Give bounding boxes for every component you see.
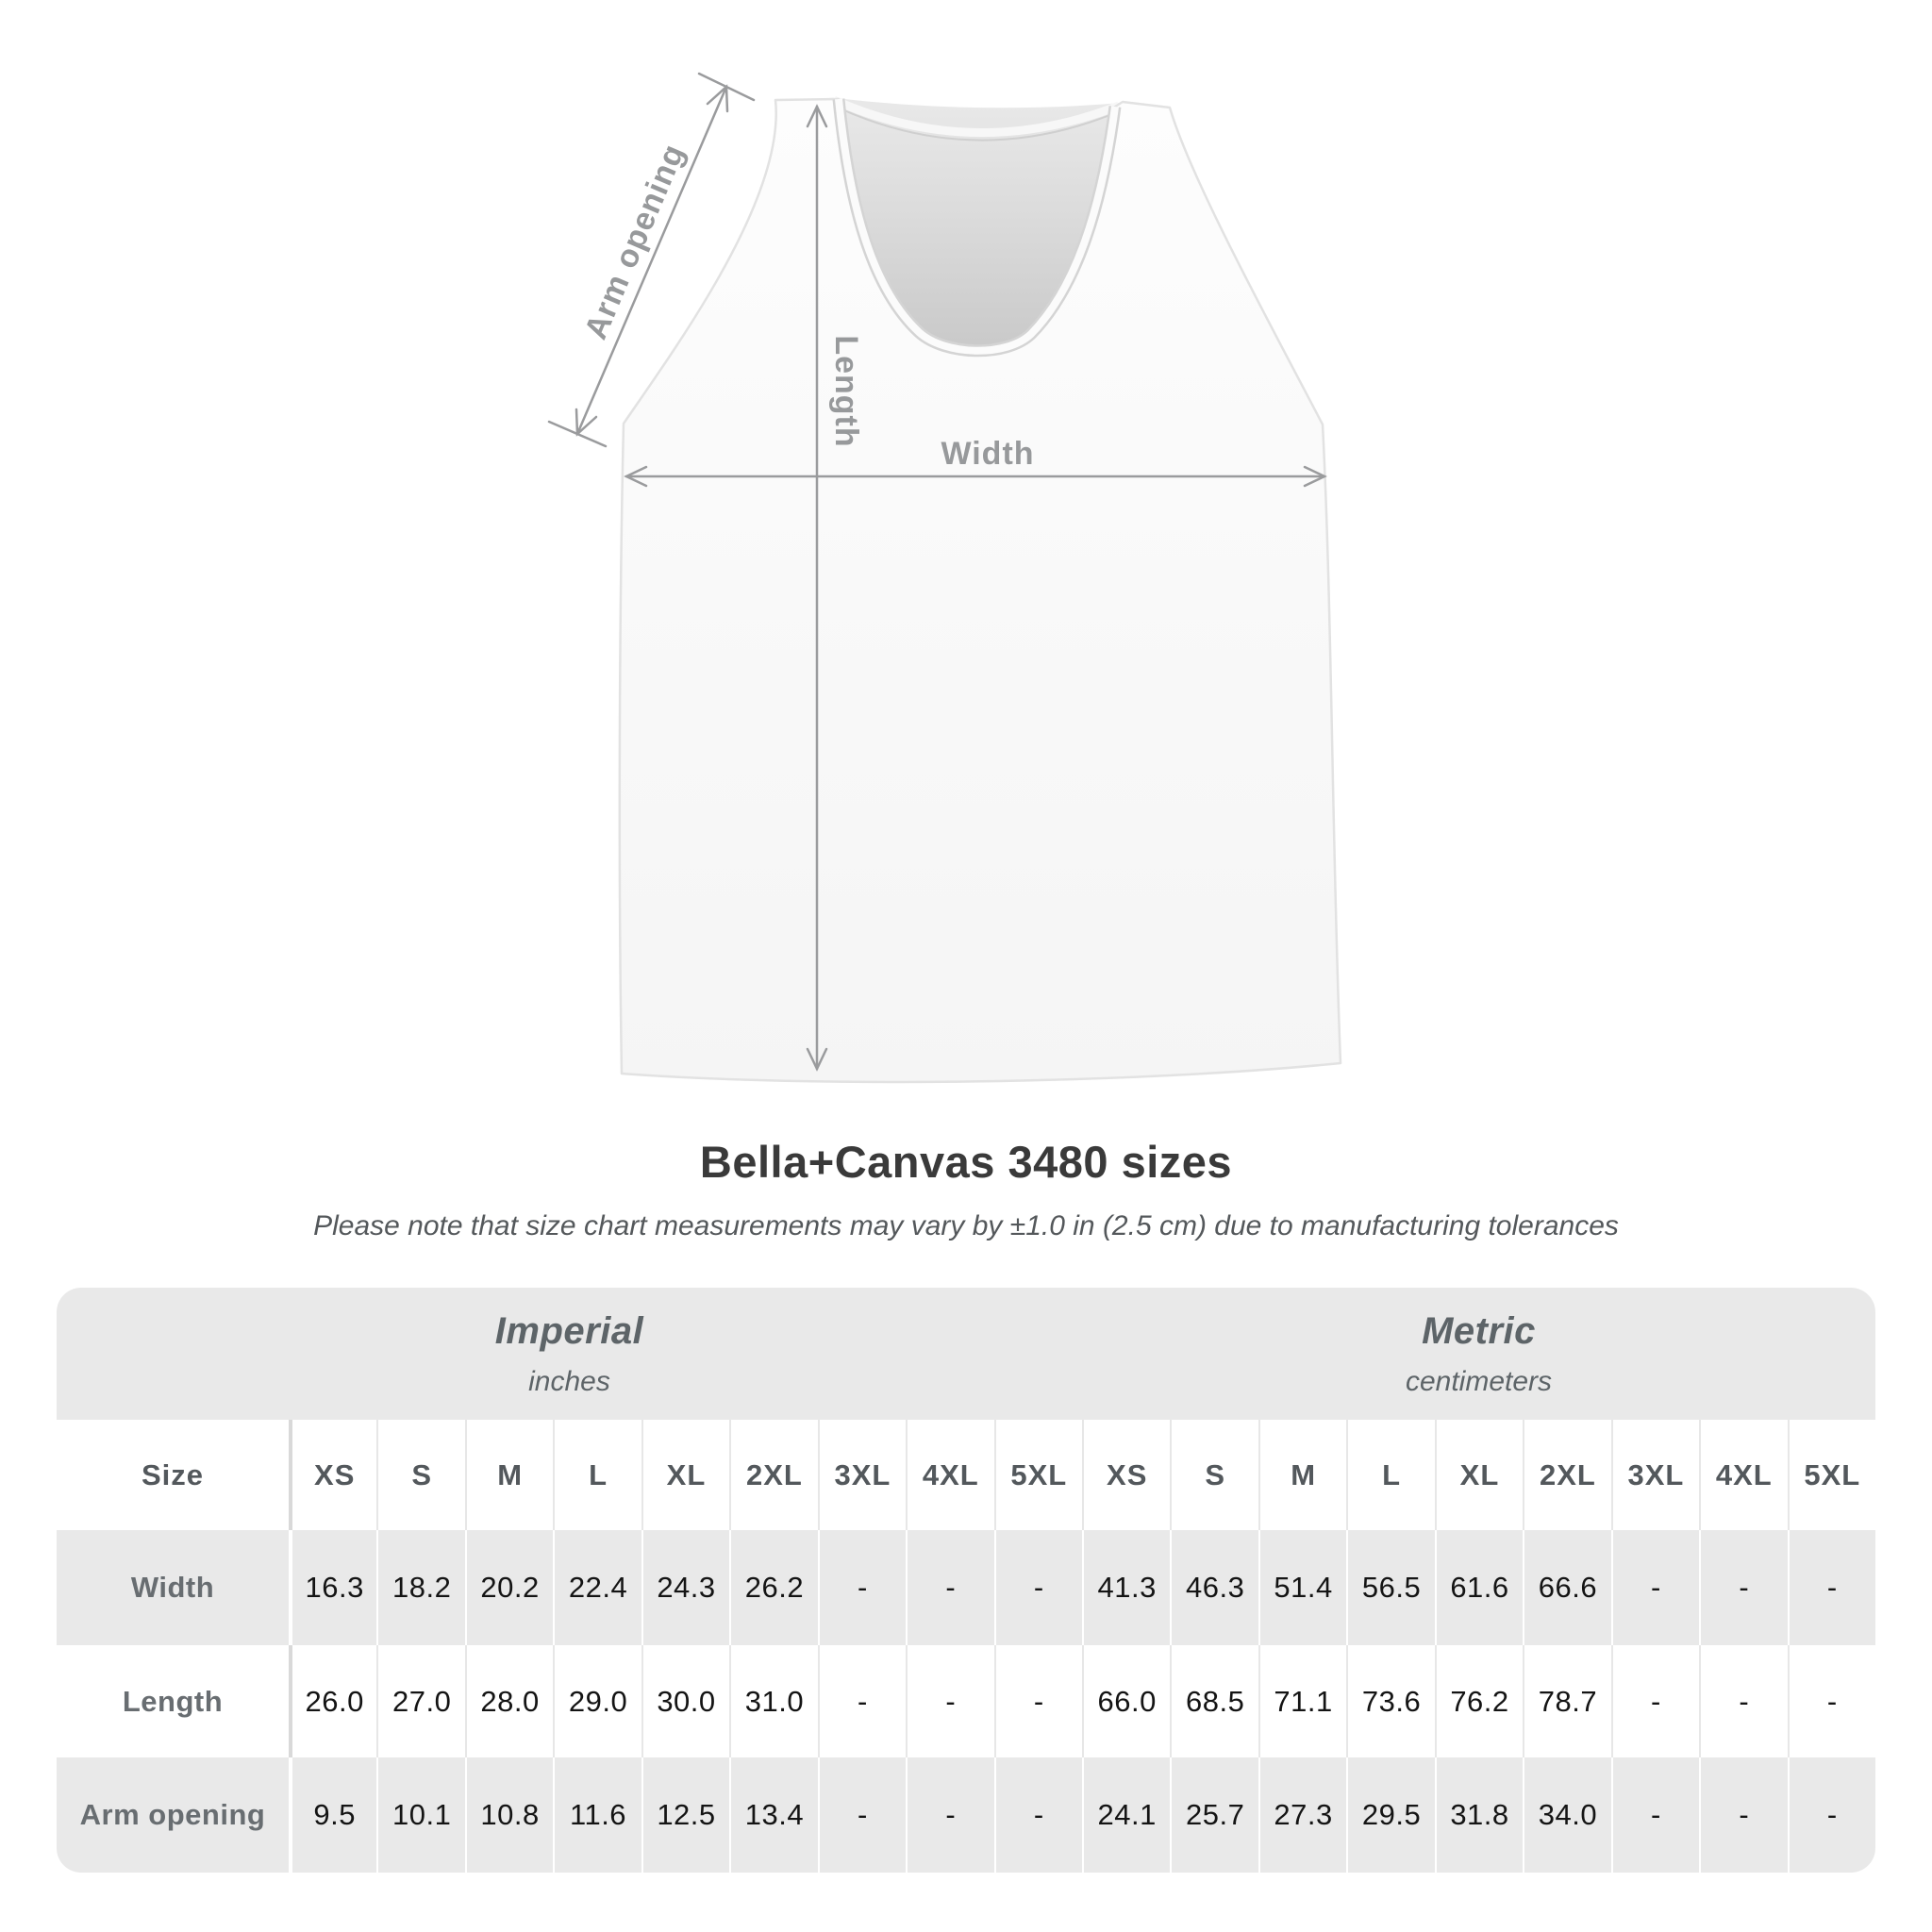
metric-group-header [1082,1288,1875,1420]
value-cell: - [906,1530,993,1645]
value-cell: 31.0 [729,1645,817,1757]
size-header-metric-2: M [1258,1420,1346,1530]
value-cell: - [906,1645,993,1757]
size-header-metric-6: 3XL [1611,1420,1699,1530]
value-cell: - [1788,1757,1875,1873]
value-cell: 28.0 [465,1645,553,1757]
size-grid [57,1288,1875,1873]
value-cell: 24.3 [641,1530,729,1645]
value-cell: 26.0 [289,1645,376,1757]
measurement-label: Length [57,1645,289,1757]
value-cell: 24.1 [1082,1757,1170,1873]
value-cell: 76.2 [1435,1645,1523,1757]
value-cell: 31.8 [1435,1757,1523,1873]
size-header-imperial-1: S [376,1420,464,1530]
metric-label: Metric [1422,1309,1536,1352]
value-cell: - [994,1645,1082,1757]
value-cell: - [1611,1530,1699,1645]
length-label: Length [828,335,864,448]
value-cell: 66.6 [1523,1530,1610,1645]
value-cell: - [994,1530,1082,1645]
measurement-label: Width [57,1530,289,1645]
size-header-imperial-4: XL [641,1420,729,1530]
size-header-metric-5: 2XL [1523,1420,1610,1530]
size-table [57,1288,1875,1873]
value-cell: 29.5 [1346,1757,1434,1873]
value-cell: 68.5 [1170,1645,1257,1757]
value-cell: 18.2 [376,1530,464,1645]
size-column-header: Size [57,1420,289,1530]
value-cell: 20.2 [465,1530,553,1645]
size-header-imperial-2: M [465,1420,553,1530]
value-cell: 66.0 [1082,1645,1170,1757]
imperial-group-header [57,1288,1082,1420]
value-cell: 9.5 [289,1757,376,1873]
measurement-label: Arm opening [57,1757,289,1873]
size-header-metric-7: 4XL [1699,1420,1787,1530]
value-cell: 30.0 [641,1645,729,1757]
value-cell: 46.3 [1170,1530,1257,1645]
value-cell: - [1699,1530,1787,1645]
value-cell: 16.3 [289,1530,376,1645]
value-cell: 78.7 [1523,1645,1610,1757]
size-header-imperial-7: 4XL [906,1420,993,1530]
page-title: Bella+Canvas 3480 sizes [699,1137,1233,1187]
value-cell: 73.6 [1346,1645,1434,1757]
metric-units: centimeters [1405,1365,1553,1397]
value-cell: - [1699,1645,1787,1757]
imperial-units: inches [528,1365,610,1397]
value-cell: 41.3 [1082,1530,1170,1645]
value-cell: 29.0 [553,1645,641,1757]
size-header-imperial-8: 5XL [994,1420,1082,1530]
size-header-metric-1: S [1170,1420,1257,1530]
value-cell: 71.1 [1258,1645,1346,1757]
size-header-imperial-5: 2XL [729,1420,817,1530]
value-cell: - [818,1645,906,1757]
width-label: Width [941,436,1035,472]
value-cell: 10.8 [465,1757,553,1873]
value-cell: - [1699,1757,1787,1873]
value-cell: - [1788,1530,1875,1645]
tolerance-note: Please note that size chart measurements may vary by ±1.0 in (2.5 cm) due to manufacturing tolerances [313,1210,1619,1241]
value-cell: 34.0 [1523,1757,1610,1873]
value-cell: 22.4 [553,1530,641,1645]
size-header-metric-3: L [1346,1420,1434,1530]
value-cell: - [818,1757,906,1873]
size-header-imperial-0: XS [289,1420,376,1530]
value-cell: 27.3 [1258,1757,1346,1873]
value-cell: 25.7 [1170,1757,1257,1873]
value-cell: - [1611,1757,1699,1873]
value-cell: 10.1 [376,1757,464,1873]
value-cell: - [1611,1645,1699,1757]
value-cell: - [906,1757,993,1873]
value-cell: 51.4 [1258,1530,1346,1645]
value-cell: 27.0 [376,1645,464,1757]
value-cell: 61.6 [1435,1530,1523,1645]
value-cell: - [1788,1645,1875,1757]
value-cell: - [994,1757,1082,1873]
arm-opening-label: Arm opening [577,139,692,344]
size-header-imperial-3: L [553,1420,641,1530]
value-cell: - [818,1530,906,1645]
size-header-metric-0: XS [1082,1420,1170,1530]
value-cell: 11.6 [553,1757,641,1873]
size-header-metric-4: XL [1435,1420,1523,1530]
value-cell: 13.4 [729,1757,817,1873]
size-header-imperial-6: 3XL [818,1420,906,1530]
value-cell: 56.5 [1346,1530,1434,1645]
imperial-label: Imperial [494,1309,644,1352]
value-cell: 26.2 [729,1530,817,1645]
size-header-metric-8: 5XL [1788,1420,1875,1530]
value-cell: 12.5 [641,1757,729,1873]
